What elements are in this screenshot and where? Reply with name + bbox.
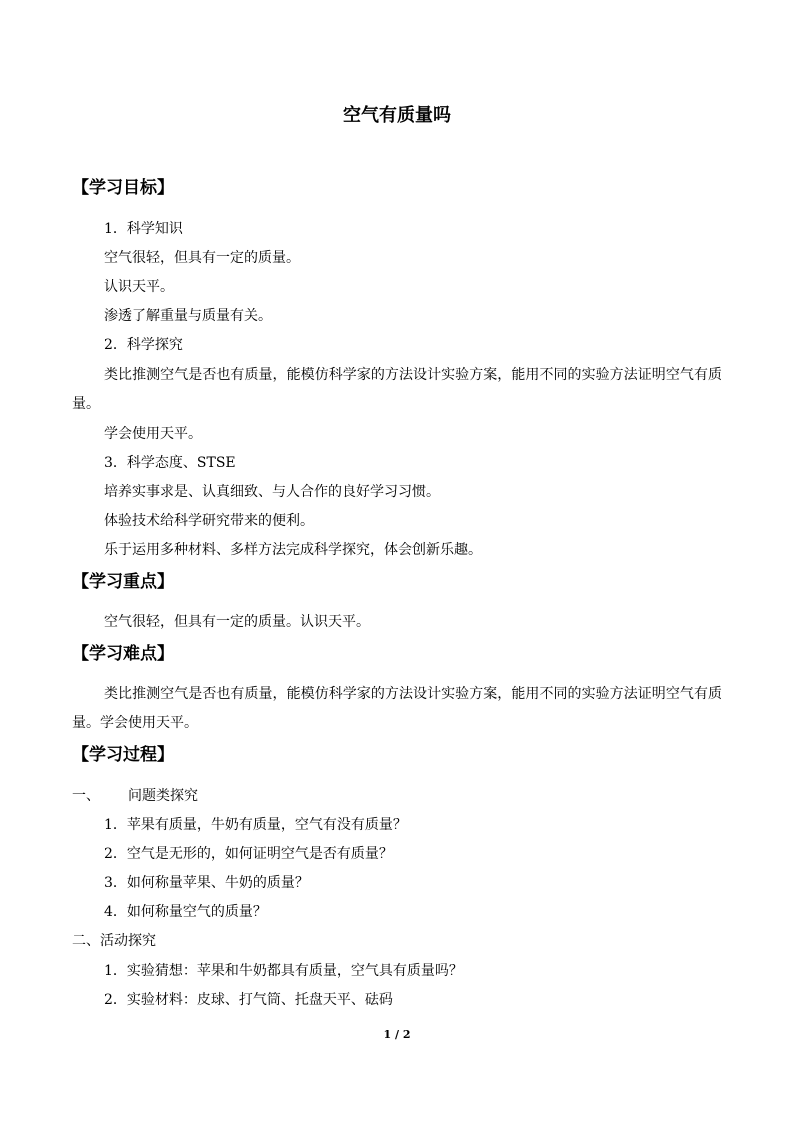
- objective-sub1-line: 认识天平。: [104, 279, 174, 295]
- part2-item: 2．实验材料：皮球、打气筒、托盘天平、砝码: [104, 992, 393, 1008]
- objective-sub2-paragraph: 类比推测空气是否也有质量，能模仿科学家的方法设计实验方案，能用不同的实验方法证明空气有质量。: [72, 367, 722, 412]
- part1-item: 2．空气是无形的，如何证明空气是否有质量？: [104, 846, 393, 862]
- part2-item: 1．实验猜想：苹果和牛奶都具有质量，空气具有质量吗？: [104, 963, 463, 979]
- part1-item: 1．苹果有质量，牛奶有质量，空气有没有质量？: [104, 817, 407, 833]
- objective-sub1-line: 空气很轻，但具有一定的质量。: [104, 250, 300, 266]
- heading-process: 【学习过程】: [72, 745, 174, 765]
- objective-sub2-line: 学会使用天平。: [104, 426, 202, 442]
- part1-title: 问题类探究: [128, 788, 198, 804]
- objective-sub3: 3．科学态度、STSE: [104, 455, 236, 471]
- page-title: 空气有质量吗: [343, 105, 451, 126]
- part2-title: 二、活动探究: [72, 933, 156, 949]
- difficulties-text: 类比推测空气是否也有质量，能模仿科学家的方法设计实验方案，能用不同的实验方法证明空气有质量。学会使用天平。: [72, 686, 722, 731]
- key-points-text: 空气很轻，但具有一定的质量。认识天平。: [104, 614, 370, 630]
- objective-sub3-line: 培养实事求是、认真细致、与人合作的良好学习习惯。: [104, 484, 440, 500]
- objective-sub3-line: 乐于运用多种材料、多样方法完成科学探究，体会创新乐趣。: [104, 542, 482, 558]
- objective-sub3-line: 体验技术给科学研究带来的便利。: [104, 513, 314, 529]
- part1-item: 3．如何称量苹果、牛奶的质量？: [104, 875, 309, 891]
- objective-sub2: 2．科学探究: [104, 337, 183, 353]
- objective-sub1: 1．科学知识: [104, 221, 183, 237]
- objective-sub1-line: 渗透了解重量与质量有关。: [104, 308, 272, 324]
- heading-objectives: 【学习目标】: [72, 178, 174, 198]
- page-number: 1 / 2: [383, 1028, 411, 1041]
- heading-key-points: 【学习重点】: [72, 572, 174, 592]
- part1-item: 4．如何称量空气的质量？: [104, 904, 267, 920]
- part1-number: 一、: [72, 788, 100, 804]
- heading-difficulties: 【学习难点】: [72, 644, 174, 664]
